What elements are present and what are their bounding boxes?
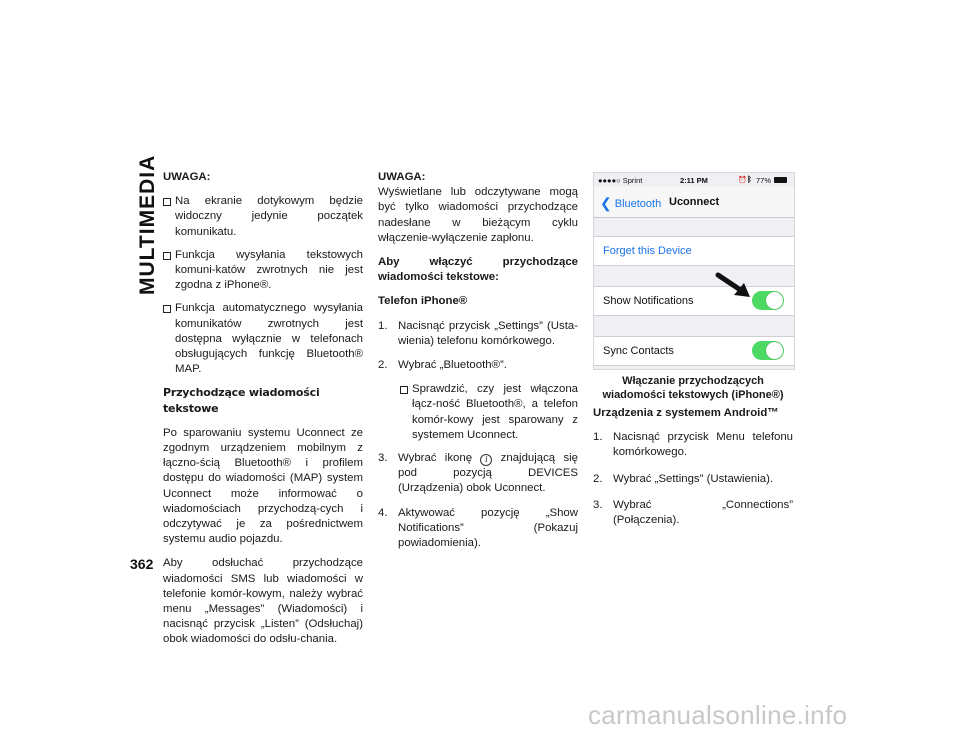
battery-percent: 77% bbox=[756, 176, 772, 185]
numbered-step bbox=[378, 319, 578, 349]
watermark: carmanualsonline.info bbox=[588, 700, 848, 730]
step-text: Nacisnąć przycisk Menu telefonu komórkowego. bbox=[613, 431, 793, 459]
bullet-item bbox=[400, 382, 578, 443]
subheading: Aby włączyć przychodzące wiadomości tekstowe: bbox=[378, 256, 578, 284]
checkbox-bullet-icon bbox=[400, 386, 408, 394]
column-3 bbox=[593, 406, 793, 539]
subheading: Urządzenia z systemem Android™ bbox=[593, 407, 779, 419]
nav-bar bbox=[594, 187, 794, 218]
back-label: Bluetooth bbox=[614, 198, 662, 210]
step-text: Wybrać ikonę bbox=[398, 452, 473, 465]
iphone-screenshot bbox=[593, 172, 795, 370]
column-1 bbox=[163, 170, 363, 657]
battery-icon bbox=[774, 177, 787, 183]
alarm-icon: ⏰ bbox=[738, 177, 747, 184]
page-number: 362 bbox=[130, 556, 154, 572]
step-number: 1. bbox=[593, 431, 603, 444]
arrow-pointer-icon bbox=[714, 271, 754, 301]
figure-caption: Włączanie przychodzących wiadomości tekstowych (iPhone®) bbox=[602, 375, 784, 401]
column-2 bbox=[378, 170, 578, 560]
toggle-knob bbox=[766, 292, 783, 309]
bullet-text: Sprawdzić, czy jest włączona łącz-ność Bluetooth®, a telefon komór-kowy jest sparowany z systemem Uconnect. bbox=[412, 383, 578, 441]
section-title: Przychodzące wiadomości tekstowe bbox=[163, 386, 320, 415]
step-number: 3. bbox=[593, 498, 603, 511]
sync-contacts-cell bbox=[594, 336, 794, 366]
step-number: 4. bbox=[378, 506, 388, 519]
step-number: 1. bbox=[378, 319, 388, 332]
back-button[interactable] bbox=[600, 195, 661, 212]
step-text: Aktywować pozycję „Show Notifications” (Pokazuj powiadomienia). bbox=[398, 506, 578, 550]
side-section-title: MULTIMEDIA bbox=[136, 154, 159, 295]
clock: 2:11 PM bbox=[680, 176, 708, 185]
status-bar bbox=[594, 173, 794, 187]
checkbox-bullet-icon bbox=[163, 252, 171, 260]
bullet-text: Funkcja wysyłania tekstowych komuni-katów zwrotnych nie jest zgodna z iPhone®. bbox=[175, 248, 363, 292]
numbered-step bbox=[593, 498, 793, 528]
carrier-label: ●●●●○ Sprint bbox=[598, 176, 643, 185]
checkbox-bullet-icon bbox=[163, 198, 171, 206]
paragraph: Po sparowaniu systemu Uconnect ze zgodnym urządzeniem mobilnym z łączno-ścią Bluetooth® i profilem dostępu do wiadomości (MAP) system Uconnect może informować o wiadomościach przychodzą-cych i odczytywać je za pośrednictwem systemu audio pojazdu. bbox=[163, 426, 363, 546]
numbered-step bbox=[378, 451, 578, 497]
step-text: Nacisnąć przycisk „Settings” (Usta-wienia) telefonu komórkowego. bbox=[398, 319, 578, 347]
bullet-item bbox=[163, 301, 363, 377]
forget-device-label: Forget this Device bbox=[603, 245, 692, 257]
info-icon: i bbox=[480, 454, 492, 466]
numbered-step bbox=[378, 506, 578, 552]
step-number: 3. bbox=[378, 452, 388, 465]
note-heading: UWAGA: bbox=[163, 171, 211, 183]
numbered-step bbox=[593, 472, 793, 487]
bullet-text: Funkcja automatycznego wysyłania komunikatów zwrotnych jest dostępna wyłącznie w telefonach obsługujących funkcję Bluetooth® MAP. bbox=[175, 302, 363, 376]
forget-device-cell[interactable] bbox=[594, 236, 794, 266]
step-number: 2. bbox=[593, 472, 603, 485]
step-text: Wybrać „Settings” (Ustawienia). bbox=[613, 472, 774, 485]
sync-contacts-label: Sync Contacts bbox=[603, 345, 674, 357]
sync-contacts-toggle[interactable] bbox=[752, 341, 784, 360]
show-notifications-cell bbox=[594, 286, 794, 316]
bullet-text: Na ekranie dotykowym będzie widoczny jedynie początek komunikatu. bbox=[175, 195, 363, 238]
checkbox-bullet-icon bbox=[163, 305, 171, 313]
paragraph: Aby odsłuchać przychodzące wiadomości SMS lub wiadomości w telefonie komór-kowym, należy wybrać menu „Messages” (Wiadomości) i nacisnąć przycisk „Listen” (Odsłuchaj) obok wiadomości do odsłu-chania. bbox=[163, 557, 363, 646]
bullet-item bbox=[163, 194, 363, 240]
numbered-step bbox=[593, 430, 793, 460]
numbered-step bbox=[378, 358, 578, 373]
step-text: znajdującą się pod pozycją DEVICES (Urządzenia) obok Uconnect. bbox=[398, 452, 578, 495]
bullet-item bbox=[163, 248, 363, 294]
toggle-knob bbox=[766, 342, 783, 359]
note-heading: UWAGA: bbox=[378, 171, 426, 183]
show-notifications-label: Show Notifications bbox=[603, 295, 694, 307]
show-notifications-toggle[interactable] bbox=[752, 291, 784, 310]
step-text: Wybrać „Connections” (Połączenia). bbox=[613, 498, 793, 527]
subheading: Telefon iPhone® bbox=[378, 295, 468, 308]
bluetooth-icon: ᛒ bbox=[747, 175, 752, 184]
chevron-left-icon: ❮ bbox=[600, 195, 612, 211]
step-text: Wybrać „Bluetooth®”. bbox=[398, 359, 507, 372]
step-number: 2. bbox=[378, 359, 388, 372]
paragraph: Wyświetlane lub odczytywane mogą być tylko wiadomości przychodzące nadesłane w bieżącym cyklu włączenie-wyłączenie zapłonu. bbox=[378, 186, 578, 244]
nav-title: Uconnect bbox=[669, 196, 720, 208]
